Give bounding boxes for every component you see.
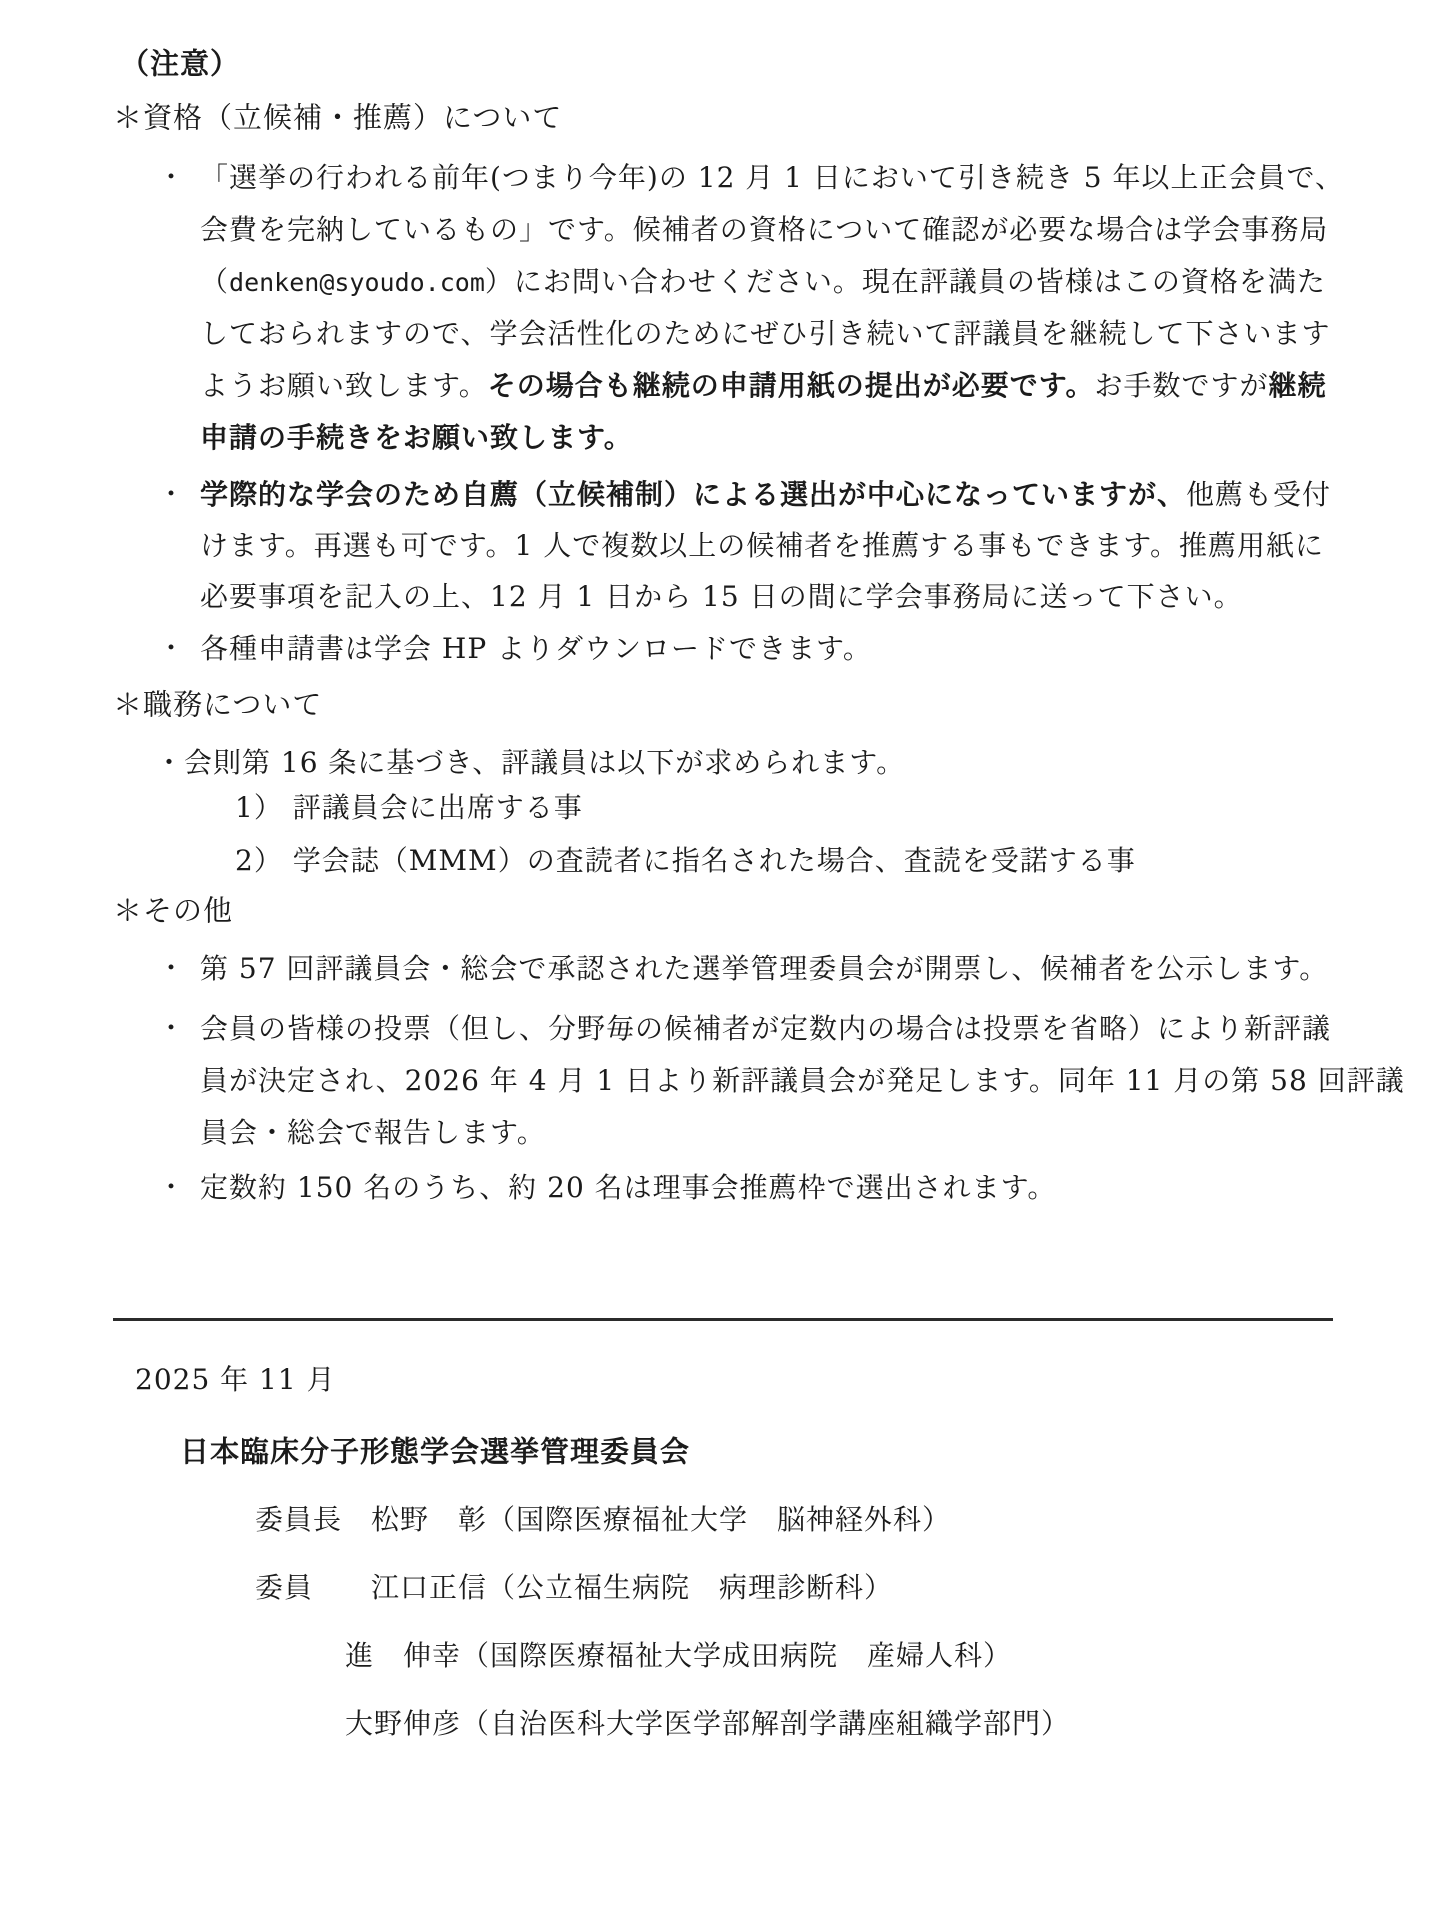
text-run: 2） 学会誌（MMM）の査読者に指名された場合、査読を受諾する事 [235,844,1136,877]
qualification-line-3 [200,265,1326,298]
others-line-1 [200,952,1329,985]
text-run: 大野伸彦（自治医科大学医学部解剖学講座組織学部門） [345,1707,1071,1740]
text-run: （ [200,265,230,298]
bullet-marker [166,1177,177,1198]
text-run: • [166,638,177,659]
text-run: 「選挙の行われる前年(つまり今年)の 12 月 1 日において引き続き 5 年以上正会員で、 [200,161,1344,194]
date-line [135,1363,336,1396]
text-run: 1） 評議員会に出席する事 [235,791,583,824]
heading-qualification [113,100,563,135]
committee-title [180,1434,691,1469]
text-run: 委員 江口正信（公立福生病院 病理診断科） [255,1571,894,1604]
separator-rule [113,1318,1333,1321]
duty-item-1 [235,791,583,824]
recommendation-line-1 [200,478,1332,511]
others-line-2b [200,1064,1405,1097]
text-run: 必要事項を記入の上、12 月 1 日から 15 日の間に学会事務局に送って下さい。 [200,580,1243,613]
notice-heading [120,46,241,81]
text-run: ＊職務について [113,687,323,722]
committee-member-2 [345,1639,1013,1672]
text-run: お手数ですが [1094,369,1269,402]
text-run: • [166,484,177,505]
others-line-2a [200,1012,1332,1045]
heading-others [113,893,234,928]
qualification-line-1 [200,161,1344,194]
text-run: 第 57 回評議員会・総会で承認された選挙管理委員会が開票し、候補者を公示します。 [200,952,1329,985]
others-line-3 [200,1171,1057,1204]
text-run: 定数約 150 名のうち、約 20 名は理事会推薦枠で選出されます。 [200,1171,1057,1204]
duties-intro-line [155,746,906,779]
text-run: • [166,958,177,979]
text-run: 進 伸幸（国際医療福祉大学成田病院 産婦人科） [345,1639,1013,1672]
text-run: • [166,167,177,188]
text-run: 他薦も受付 [1186,478,1332,511]
text-run: 学際的な学会のため自薦（立候補制）による選出が中心になっていますが、 [200,478,1187,511]
text-run: 各種申請書は学会 HP よりダウンロードできます。 [200,632,872,665]
text-run: • [166,1018,177,1039]
committee-member-chair [255,1503,952,1536]
others-line-2c [200,1116,546,1149]
text-run: • [166,1177,177,1198]
text-run: 員会・総会で報告します。 [200,1116,546,1149]
qualification-line-5 [200,369,1327,402]
text-run: ・会則第 16 条に基づき、評議員は以下が求められます。 [155,746,906,779]
heading-duties [113,687,323,722]
text-run: その場合も継続の申請用紙の提出が必要です。 [487,369,1095,402]
qualification-line-4 [200,317,1331,350]
text-run: 申請の手続きをお願い致します。 [200,421,633,454]
recommendation-line-3 [200,580,1243,613]
text-run: （注意） [120,46,241,81]
text-run: けます。再選も可です。1 人で複数以上の候補者を推薦する事もできます。推薦用紙に [200,529,1324,562]
qualification-line-6 [200,421,633,454]
text-run: 員が決定され、2026 年 4 月 1 日より新評議員会が発足します。同年 11 月の第 58 回評議 [200,1064,1405,1097]
email-text: denken@syoudo.com [229,268,485,297]
bullet-marker [166,167,177,188]
text-run: 会費を完納しているもの」です。候補者の資格について確認が必要な場合は学会事務局 [200,213,1329,246]
bullet-marker [166,484,177,505]
text-run: 継続 [1268,369,1327,402]
text-run: 委員長 松野 彰（国際医療福祉大学 脳神経外科） [255,1503,952,1536]
committee-member-1 [255,1571,894,1604]
bullet-marker [166,638,177,659]
text-run: 2025 年 11 月 [135,1363,336,1396]
recommendation-line-2 [200,529,1324,562]
text-run: しておられますので、学会活性化のためにぜひ引き続いて評議員を継続して下さいます [200,317,1331,350]
qualification-line-2 [200,213,1329,246]
text-run: 日本臨床分子形態学会選挙管理委員会 [180,1434,691,1469]
text-run: ）にお問い合わせください。現在評議員の皆様はこの資格を満た [484,265,1326,298]
duty-item-2 [235,844,1136,877]
text-run: ＊資格（立候補・推薦）について [113,100,563,135]
bullet-marker [166,958,177,979]
text-run: ＊その他 [113,893,234,928]
bullet-marker [166,1018,177,1039]
text-run: 会員の皆様の投票（但し、分野毎の候補者が定数内の場合は投票を省略）により新評議 [200,1012,1332,1045]
text-run: ようお願い致します。 [200,369,488,402]
download-line [200,632,872,665]
committee-member-3 [345,1707,1071,1740]
